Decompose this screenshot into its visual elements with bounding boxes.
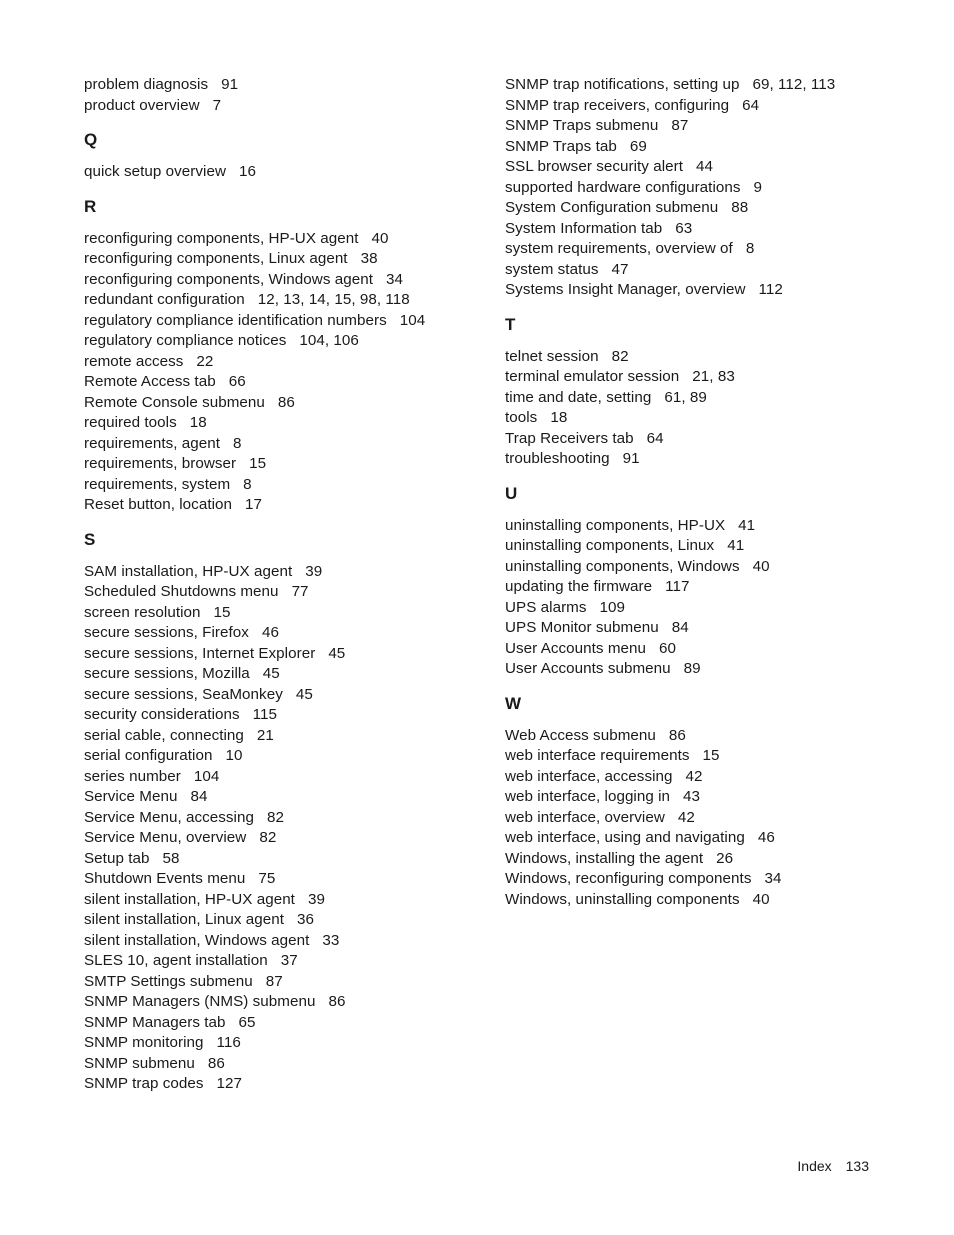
index-page-refs[interactable]: 117 [665,578,690,595]
index-term: SNMP Managers (NMS) submenu [84,993,316,1010]
index-page-refs[interactable]: 16 [238,163,256,180]
index-entry [84,290,484,311]
index-page-refs[interactable]: 44 [696,158,713,175]
index-entry [84,992,484,1013]
index-term: remote access [84,352,184,370]
index-entry [84,96,484,117]
index-entry [84,270,484,291]
index-term: Service Menu [84,788,178,805]
index-page-refs[interactable]: 65 [238,1013,256,1031]
index-page-refs[interactable]: 86 [328,993,346,1010]
index-section-letter: R [84,196,97,216]
index-entry [84,726,484,747]
index-term: SNMP monitoring [84,1034,204,1051]
index-entry [505,849,905,870]
index-page-refs[interactable]: 40 [371,229,389,247]
index-term: web interface requirements [505,747,690,764]
index-entry [505,198,905,219]
index-term: required tools [84,414,177,431]
index-page-refs[interactable]: 109 [599,598,626,616]
index-section [505,315,905,470]
index-term: uninstalling components, Windows [505,557,740,575]
index-column-right [505,75,905,910]
index-entry [84,311,484,332]
index-page-refs[interactable]: 104 [193,767,220,785]
index-term: quick setup overview [84,163,226,180]
index-entry [505,659,905,680]
index-page-refs[interactable]: 12, 13, 14, 15, 98, 118 [257,291,410,308]
index-term: System Configuration submenu [505,199,719,216]
index-page-refs[interactable]: 61, 89 [664,388,707,406]
index-page-refs[interactable]: 15 [249,455,267,472]
index-entry [84,495,484,516]
index-page-refs[interactable]: 41 [727,537,745,554]
index-term: requirements, browser [84,455,237,472]
index-term: problem diagnosis [84,76,209,93]
index-page-refs[interactable]: 47 [611,260,629,278]
footer-page-number: 133 [845,1158,869,1174]
index-term: tools [505,409,538,426]
index-entry [505,516,905,537]
index-entry [84,828,484,849]
index-page-refs[interactable]: 75 [258,870,276,887]
index-term: Shutdown Events menu [84,870,246,887]
index-page-refs[interactable]: 40 [752,890,770,908]
index-term: telnet session [505,347,599,365]
index-column-left [84,75,484,1095]
index-page-refs[interactable]: 45 [295,685,313,703]
index-page-refs[interactable]: 41 [738,516,756,534]
index-term: Service Menu, accessing [84,808,254,826]
index-entry [505,239,905,260]
index-page-refs[interactable]: 112 [758,281,783,298]
index-entry [84,705,484,726]
index-page-refs[interactable]: 34 [385,270,403,288]
index-term: secure sessions, Mozilla [84,665,250,682]
index-entry [505,618,905,639]
index-term: Remote Console submenu [84,393,265,411]
index-term: Web Access submenu [505,726,656,744]
index-term: SAM installation, HP-UX agent [84,562,293,580]
index-entry [505,557,905,578]
index-page-refs[interactable]: 84 [671,619,689,636]
index-entry [84,475,484,496]
index-entry [505,746,905,767]
index-page-refs[interactable]: 84 [190,788,208,805]
index-page-refs[interactable]: 46 [757,829,775,846]
index-term: secure sessions, SeaMonkey [84,685,283,703]
index-page-refs[interactable]: 40 [752,557,770,575]
index-term: supported hardware configurations [505,178,741,196]
index-term: product overview [84,96,200,114]
index-term: system requirements, overview of [505,240,733,257]
index-term: troubleshooting [505,450,610,467]
index-term: SNMP Traps tab [505,137,617,155]
index-entry [84,808,484,829]
page-footer [797,1158,869,1174]
index-section-letter: S [84,529,96,549]
index-entry [84,951,484,972]
index-entry [84,562,484,583]
index-term: reconfiguring components, Windows agent [84,270,373,288]
index-section-letter: T [505,314,516,334]
index-term: secure sessions, Internet Explorer [84,644,316,662]
index-page-refs[interactable]: 77 [291,583,309,600]
index-term: secure sessions, Firefox [84,624,249,641]
index-section [84,530,484,1095]
index-term: SNMP trap codes [84,1075,204,1092]
index-page-refs[interactable]: 42 [685,767,703,785]
index-section-letter: W [505,693,522,713]
index-term: security considerations [84,706,240,723]
index-entry [505,869,905,890]
index-term: Windows, uninstalling components [505,890,740,908]
index-entry [84,249,484,270]
index-page-refs[interactable]: 82 [266,808,284,826]
index-entry [84,603,484,624]
index-page-refs[interactable]: 15 [213,603,231,621]
index-term: reconfiguring components, HP-UX agent [84,229,359,247]
index-entry [84,972,484,993]
index-term: Systems Insight Manager, overview [505,281,746,298]
index-page-refs[interactable]: 66 [228,373,246,390]
index-page-refs[interactable]: 39 [307,890,325,908]
index-page-refs[interactable]: 86 [207,1054,225,1072]
index-page-refs[interactable]: 43 [683,788,701,805]
index-entry [84,1033,484,1054]
index-term: uninstalling components, HP-UX [505,516,726,534]
index-entry [505,178,905,199]
index-term: UPS Monitor submenu [505,619,659,636]
index-page-refs[interactable]: 63 [675,219,693,237]
index-term: web interface, logging in [505,788,671,805]
index-page-refs[interactable]: 115 [252,706,278,723]
index-page-refs[interactable]: 60 [659,639,677,657]
index-page-refs[interactable]: 22 [196,352,214,370]
index-entry [505,408,905,429]
index-term: Service Menu, overview [84,829,247,846]
index-entry [505,96,905,117]
index-section [84,197,484,516]
index-entry [84,1074,484,1095]
index-entry [505,890,905,911]
index-entry [84,1013,484,1034]
index-page-refs[interactable]: 18 [189,414,207,431]
index-term: redundant configuration [84,291,245,308]
index-entry [84,644,484,665]
index-entry [84,685,484,706]
index-entry [505,219,905,240]
index-section-letter: U [505,483,518,503]
index-entry [505,157,905,178]
index-term: UPS alarms [505,598,587,616]
index-entry [84,372,484,393]
index-page-refs[interactable]: 15 [702,747,720,764]
index-term: User Accounts submenu [505,660,671,677]
index-entry [505,429,905,450]
index-page-refs[interactable]: 89 [683,660,701,677]
index-page-refs[interactable]: 17 [245,496,263,513]
index-section-letter: Q [84,130,98,149]
index-page-refs[interactable]: 69 [629,137,647,155]
index-entry [84,1054,484,1075]
index-term: SNMP Managers tab [84,1013,226,1031]
index-page-refs[interactable]: 8 [243,475,252,493]
index-entry [84,664,484,685]
index-entry [84,787,484,808]
index-entry [84,229,484,250]
index-page-refs[interactable]: 58 [162,849,180,867]
index-entry [84,582,484,603]
index-page-refs[interactable]: 21 [256,726,274,744]
index-term: silent installation, Windows agent [84,931,310,949]
index-page-refs[interactable]: 87 [671,117,689,134]
index-page-refs[interactable]: 87 [265,972,283,990]
index-page-refs[interactable]: 21, 83 [692,368,735,385]
index-entry [505,536,905,557]
index-term: series number [84,767,181,785]
index-term: web interface, overview [505,808,665,826]
index-page-refs[interactable]: 42 [677,808,695,826]
index-term: SNMP trap receivers, configuring [505,96,730,114]
index-page-refs[interactable]: 116 [216,1034,241,1051]
index-page-refs[interactable]: 91 [221,76,239,93]
index-page-refs[interactable]: 33 [322,931,340,949]
index-entry [84,910,484,931]
index-term: updating the firmware [505,578,653,595]
index-term: Reset button, location [84,496,233,513]
index-section [505,484,905,680]
index-page-refs[interactable]: 104, 106 [299,332,359,349]
index-entry [84,767,484,788]
index-page-refs[interactable]: 37 [280,952,298,969]
index-entry [84,890,484,911]
index-term: Setup tab [84,849,150,867]
index-entry [505,367,905,388]
index-page-refs[interactable]: 64 [646,429,664,447]
index-term: screen resolution [84,603,201,621]
index-entry [505,280,905,301]
index-entry [505,260,905,281]
index-entry [505,577,905,598]
index-term: serial configuration [84,747,213,764]
index-entry [84,352,484,373]
footer-label: Index [797,1158,832,1174]
index-page-refs[interactable]: 7 [212,96,222,114]
index-term: web interface, using and navigating [505,829,745,846]
index-page-refs[interactable]: 45 [328,644,346,662]
index-page-refs[interactable]: 88 [731,199,749,216]
index-entry [505,639,905,660]
index-entry [505,726,905,747]
index-page-refs[interactable]: 36 [297,911,315,928]
index-page-refs[interactable]: 82 [611,347,629,365]
index-entry [505,828,905,849]
index-page-refs[interactable]: 86 [277,393,295,411]
index-term: serial cable, connecting [84,726,244,744]
index-page-refs[interactable]: 104 [399,311,426,329]
index-page-refs[interactable]: 10 [225,747,243,764]
index-entry [505,808,905,829]
index-entry [505,137,905,158]
index-term: requirements, agent [84,434,221,452]
index-entry [84,454,484,475]
index-term: silent installation, HP-UX agent [84,890,295,908]
index-term: SNMP trap notifications, setting up [505,76,740,93]
index-entry [84,331,484,352]
index-section [505,75,905,301]
index-term: time and date, setting [505,388,652,406]
index-section [505,694,905,911]
index-page-refs[interactable]: 39 [305,562,323,580]
index-entry [505,347,905,368]
index-term: reconfiguring components, Linux agent [84,250,348,267]
index-entry [505,449,905,470]
index-page-refs[interactable]: 46 [261,624,279,641]
index-term: requirements, system [84,475,231,493]
index-term: terminal emulator session [505,368,680,385]
index-entry [505,388,905,409]
index-entry [84,849,484,870]
index-entry [84,931,484,952]
index-entry [84,434,484,455]
index-page-refs[interactable]: 86 [668,726,686,744]
index-entry [84,393,484,414]
index-entry [505,787,905,808]
index-page-refs[interactable]: 69, 112, 113 [752,76,836,93]
index-term: web interface, accessing [505,767,673,785]
index-term: System Information tab [505,219,663,237]
index-term: User Accounts menu [505,639,647,657]
index-entry [505,598,905,619]
index-section [84,130,484,183]
index-page-refs[interactable]: 8 [745,240,755,257]
index-page-refs[interactable]: 45 [262,665,280,682]
index-term: Trap Receivers tab [505,429,634,447]
index-term: SNMP Traps submenu [505,117,659,134]
index-entry [84,75,484,96]
index-entry [84,623,484,644]
index-term: Scheduled Shutdowns menu [84,583,279,600]
index-term: Remote Access tab [84,373,216,390]
index-term: uninstalling components, Linux [505,537,715,554]
index-page-refs[interactable]: 127 [216,1075,242,1092]
index-term: regulatory compliance identification numbers [84,311,387,329]
index-section [84,75,484,116]
index-page-refs[interactable]: 82 [259,829,277,846]
index-page-refs[interactable]: 18 [550,409,568,426]
index-term: SSL browser security alert [505,158,683,175]
index-entry [84,869,484,890]
index-page-refs[interactable]: 8 [233,434,242,452]
index-page-refs[interactable]: 64 [742,96,760,114]
index-page-refs[interactable]: 9 [753,178,763,196]
index-term: SNMP submenu [84,1054,195,1072]
index-entry [505,75,905,96]
index-term: system status [505,260,599,278]
index-term: SMTP Settings submenu [84,972,253,990]
index-page-refs[interactable]: 38 [360,250,378,267]
index-entry [84,746,484,767]
index-page-refs[interactable]: 26 [716,849,734,867]
index-term: silent installation, Linux agent [84,911,285,928]
index-term: Windows, reconfiguring components [505,870,752,887]
index-entry [84,162,484,183]
index-entry [84,413,484,434]
index-page-refs[interactable]: 91 [622,450,640,467]
index-entry [505,767,905,788]
index-page-refs[interactable]: 34 [764,870,782,887]
index-entry [505,116,905,137]
index-term: Windows, installing the agent [505,849,704,867]
index-term: regulatory compliance notices [84,332,287,349]
index-term: SLES 10, agent installation [84,952,268,969]
